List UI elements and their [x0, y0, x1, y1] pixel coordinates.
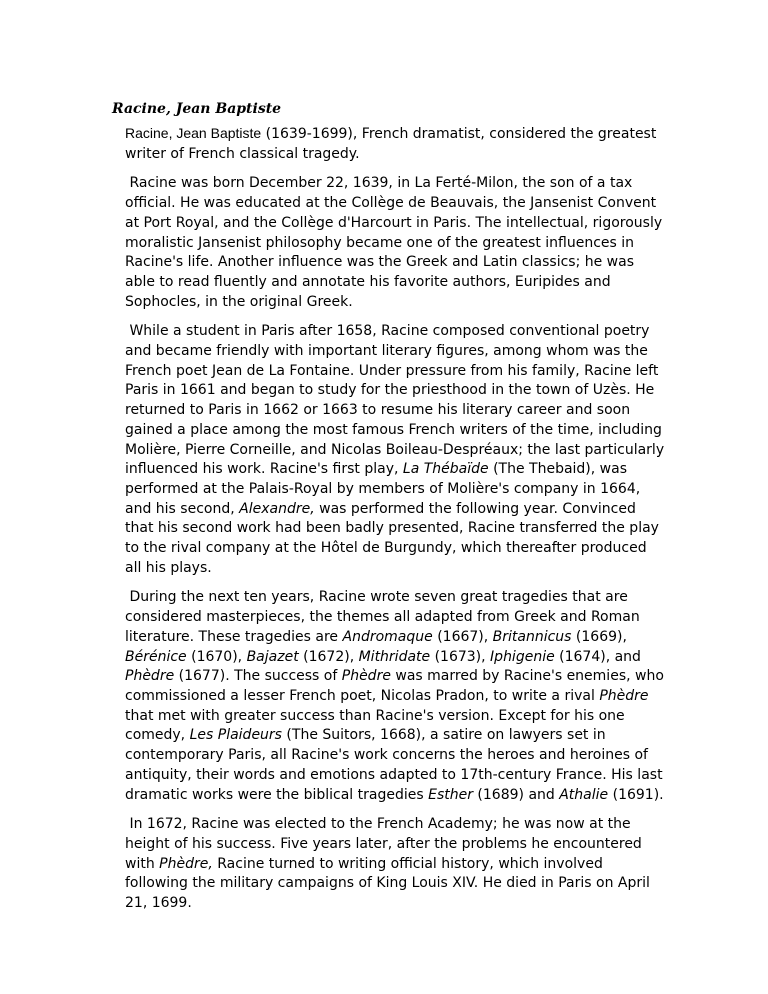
- text-span: was performed the following year. Convinced that his second work had been badly presented, Racine transferred the play to the rival company at the Hôtel de Burgundy, which thereafter produced all his plays.: [125, 500, 659, 576]
- play-title: Mithridate: [358, 648, 431, 665]
- article-subject-name: Racine, Jean Baptiste: [125, 125, 262, 141]
- play-title: Phèdre: [341, 668, 391, 685]
- play-title: Phèdre: [599, 687, 649, 704]
- text-span: (1667),: [432, 628, 493, 645]
- text-span: (The Thebaid), was performed at the Palais-Royal by members of Molière's company in 1664, and his second,: [125, 461, 641, 517]
- play-title: Phèdre: [125, 668, 175, 685]
- text-span: that met with greater success than Racine's version. Except for his one comedy,: [125, 707, 625, 744]
- intro-text: (1639-1699), French dramatist, considered the greatest writer of French classical tragedy.: [125, 126, 657, 162]
- text-span: (1674), and: [554, 648, 641, 665]
- text-span: (1677). The success of: [174, 668, 342, 685]
- play-title: Bajazet: [246, 648, 299, 665]
- text-span: (1672),: [298, 648, 359, 665]
- paragraph-early-life: [125, 174, 665, 312]
- text-span: While a student in Paris after 1658, Racine composed conventional poetry and became friendly with important literary figures, among whom was the French poet Jean de La Fontaine. Under pressure from his family, Racine left Paris in 1661 and began to study for the priesthood in the town of Uzès. He returned to Paris in 1662 or 1663 to resume his literary career and soon gained a place among the most famous French writers of the time, including Molière, Pierre Corneille, and Nicolas Boileau-Despréaux; the last particularly influenced his work. Racine's first play,: [125, 323, 665, 478]
- paragraph-career-start: [125, 322, 665, 578]
- text-span: (The Suitors, 1668), a satire on lawyers set in contemporary Paris, all Racine's work concerns the heroes and heroines of antiquity, their words and emotions adapted to 17th-century France. His last dramatic works were the biblical tragedies: [125, 727, 663, 803]
- article-body: [125, 124, 665, 924]
- play-title: Bérénice: [125, 648, 187, 665]
- play-title: Iphigenie: [490, 648, 555, 665]
- play-title: Athalie: [559, 786, 609, 803]
- text-span: During the next ten years, Racine wrote seven great tragedies that are considered masterpieces, the themes all adapted from Greek and Roman literature. These tragedies are: [125, 589, 640, 645]
- text-span: (1691).: [608, 786, 664, 803]
- play-title: Alexandre,: [239, 500, 315, 517]
- paragraph-early-life-text: Racine was born December 22, 1639, in La Ferté-Milon, the son of a tax official. He was educated at the Collège de Beauvais, the Jansenist Convent at Port Royal, and the Collège d'Harcourt in Paris. The intellectual, rigorously moralistic Jansenist philosophy became one of the greatest influences in Racine's life. Another influence was the Greek and Latin classics; he was able to read fluently and annotate his favorite authors, Euripides and Sophocles, in the original Greek.: [125, 175, 663, 310]
- paragraph-later-life: [125, 815, 665, 914]
- article-heading: Racine, Jean Baptiste: [112, 101, 282, 117]
- text-span: (1673),: [430, 648, 491, 665]
- play-title: Andromaque: [342, 628, 433, 645]
- text-span: Racine turned to writing official history, which involved following the military campaigns of King Louis XIV. He died in Paris on April 21, 1699.: [125, 855, 650, 912]
- intro-paragraph: [125, 124, 665, 164]
- play-title: Esther: [428, 786, 473, 803]
- paragraph-tragedies: [125, 588, 665, 805]
- play-title: La Thébaïde: [402, 461, 489, 478]
- play-title: Britannicus: [492, 628, 572, 645]
- text-span: was marred by Racine's enemies, who commissioned a lesser French poet, Nicolas Pradon, to write a rival: [125, 668, 664, 704]
- text-span: (1689) and: [472, 786, 560, 803]
- text-span: In 1672, Racine was elected to the French Academy; he was now at the height of his success. Five years later, after the problems he encountered with: [125, 816, 642, 872]
- play-title: Les Plaideurs: [189, 727, 282, 744]
- text-span: (1670),: [186, 648, 247, 665]
- text-span: (1669),: [571, 628, 627, 645]
- play-title: Phèdre,: [159, 855, 213, 872]
